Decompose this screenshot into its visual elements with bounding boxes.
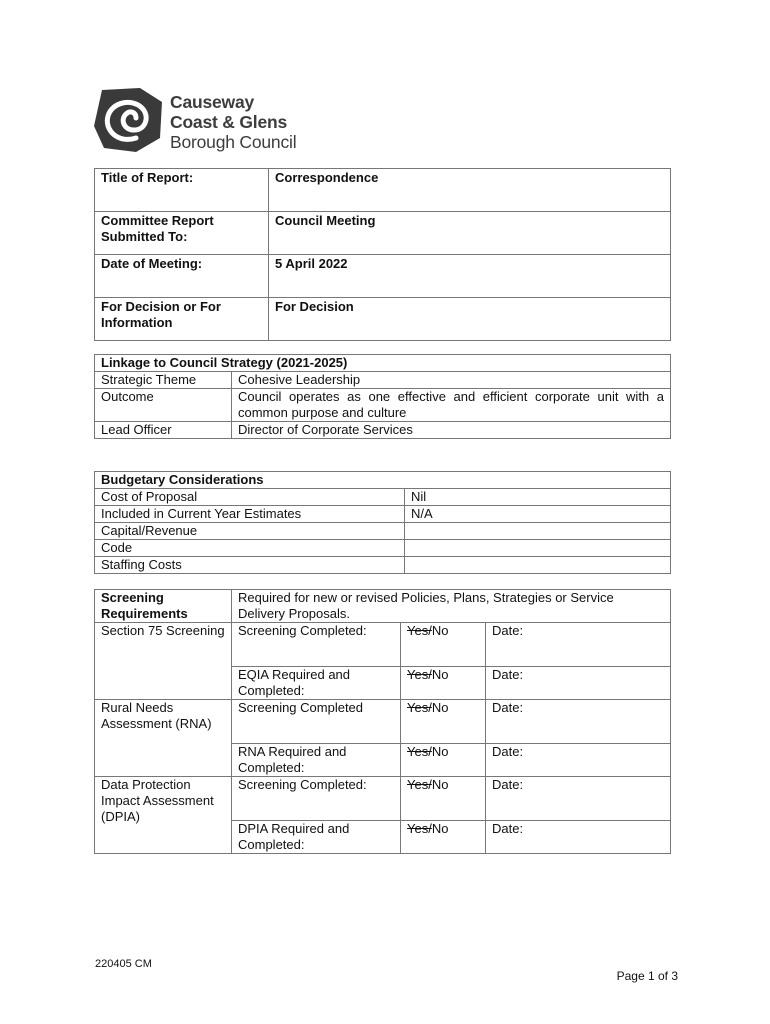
table-row	[95, 700, 671, 744]
no-option: No	[431, 777, 449, 792]
lead-officer-value: Director of Corporate Services	[232, 422, 671, 439]
date-cell: Date:	[486, 821, 671, 854]
screening-item: DPIA Required and Completed:	[232, 821, 401, 854]
table-row	[95, 540, 671, 557]
table-row	[95, 169, 671, 212]
table-row	[95, 472, 671, 489]
table-row	[95, 389, 671, 422]
table-row	[95, 506, 671, 523]
estimates-label: Included in Current Year Estimates	[95, 506, 405, 523]
yes-option-struck: Yes/	[407, 667, 432, 682]
table-row	[95, 777, 671, 821]
date-cell: Date:	[486, 667, 671, 700]
yes-no-cell	[401, 777, 486, 821]
table-row	[95, 422, 671, 439]
yes-no-cell	[401, 667, 486, 700]
yes-no-cell	[401, 700, 486, 744]
screening-item: EQIA Required and Completed:	[232, 667, 401, 700]
no-option: No	[431, 821, 449, 836]
budget-heading: Budgetary Considerations	[95, 472, 671, 489]
logo-line-1: Causeway	[170, 92, 255, 112]
staffing-costs-value	[405, 557, 671, 574]
screening-intro: Required for new or revised Policies, Plans, Strategies or Service Delivery Proposals.	[232, 590, 671, 623]
section-75-label: Section 75 Screening	[95, 623, 232, 700]
screening-table	[94, 589, 671, 854]
outcome-value: Council operates as one effective and efficient corporate unit with a common purpose and culture	[232, 389, 671, 422]
meeting-date-value: 5 April 2022	[269, 255, 671, 298]
council-logo-text	[170, 92, 296, 152]
date-cell: Date:	[486, 744, 671, 777]
table-row	[95, 298, 671, 341]
screening-item: RNA Required and Completed:	[232, 744, 401, 777]
no-option: No	[431, 744, 449, 759]
page-number: Page 1 of 3	[616, 969, 678, 983]
cost-value: Nil	[405, 489, 671, 506]
code-value	[405, 540, 671, 557]
staffing-costs-label: Staffing Costs	[95, 557, 405, 574]
table-row	[95, 255, 671, 298]
decision-type-value: For Decision	[269, 298, 671, 341]
screening-item: Screening Completed:	[232, 777, 401, 821]
table-row	[95, 489, 671, 506]
submitted-to-value: Council Meeting	[269, 212, 671, 255]
date-cell: Date:	[486, 777, 671, 821]
yes-option-struck: Yes/	[407, 777, 432, 792]
budget-table	[94, 471, 671, 574]
screening-item: Screening Completed	[232, 700, 401, 744]
date-cell: Date:	[486, 623, 671, 667]
yes-no-cell	[401, 623, 486, 667]
estimates-value: N/A	[405, 506, 671, 523]
meeting-date-label: Date of Meeting:	[95, 255, 269, 298]
lead-officer-label: Lead Officer	[95, 422, 232, 439]
strategy-table	[94, 354, 671, 439]
table-row	[95, 590, 671, 623]
strategic-theme-value: Cohesive Leadership	[232, 372, 671, 389]
logo-line-3: Borough Council	[170, 132, 297, 152]
report-info-table	[94, 168, 671, 341]
screening-heading: Screening Requirements	[95, 590, 232, 623]
yes-no-cell	[401, 744, 486, 777]
table-row	[95, 523, 671, 540]
capital-revenue-label: Capital/Revenue	[95, 523, 405, 540]
yes-option-struck: Yes/	[407, 700, 432, 715]
council-logo	[92, 86, 312, 156]
document-reference: 220405 CM	[95, 958, 152, 970]
table-row	[95, 557, 671, 574]
yes-option-struck: Yes/	[407, 623, 432, 638]
table-row	[95, 372, 671, 389]
submitted-to-label: Committee Report Submitted To:	[95, 212, 269, 255]
yes-no-cell	[401, 821, 486, 854]
strategy-heading: Linkage to Council Strategy (2021-2025)	[95, 355, 671, 372]
logo-line-2: Coast & Glens	[170, 112, 288, 132]
cost-label: Cost of Proposal	[95, 489, 405, 506]
decision-type-label: For Decision or For Information	[95, 298, 269, 341]
yes-option-struck: Yes/	[407, 744, 432, 759]
council-logo-icon	[92, 86, 164, 154]
report-title-label: Title of Report:	[95, 169, 269, 212]
date-cell: Date:	[486, 700, 671, 744]
no-option: No	[431, 667, 449, 682]
table-row	[95, 355, 671, 372]
no-option: No	[431, 623, 449, 638]
no-option: No	[431, 700, 449, 715]
table-row	[95, 212, 671, 255]
table-row	[95, 623, 671, 667]
strategic-theme-label: Strategic Theme	[95, 372, 232, 389]
capital-revenue-value	[405, 523, 671, 540]
rna-label: Rural Needs Assessment (RNA)	[95, 700, 232, 777]
outcome-label: Outcome	[95, 389, 232, 422]
yes-option-struck: Yes/	[407, 821, 432, 836]
report-title-value: Correspondence	[269, 169, 671, 212]
dpia-label: Data Protection Impact Assessment (DPIA)	[95, 777, 232, 854]
screening-item: Screening Completed:	[232, 623, 401, 667]
code-label: Code	[95, 540, 405, 557]
